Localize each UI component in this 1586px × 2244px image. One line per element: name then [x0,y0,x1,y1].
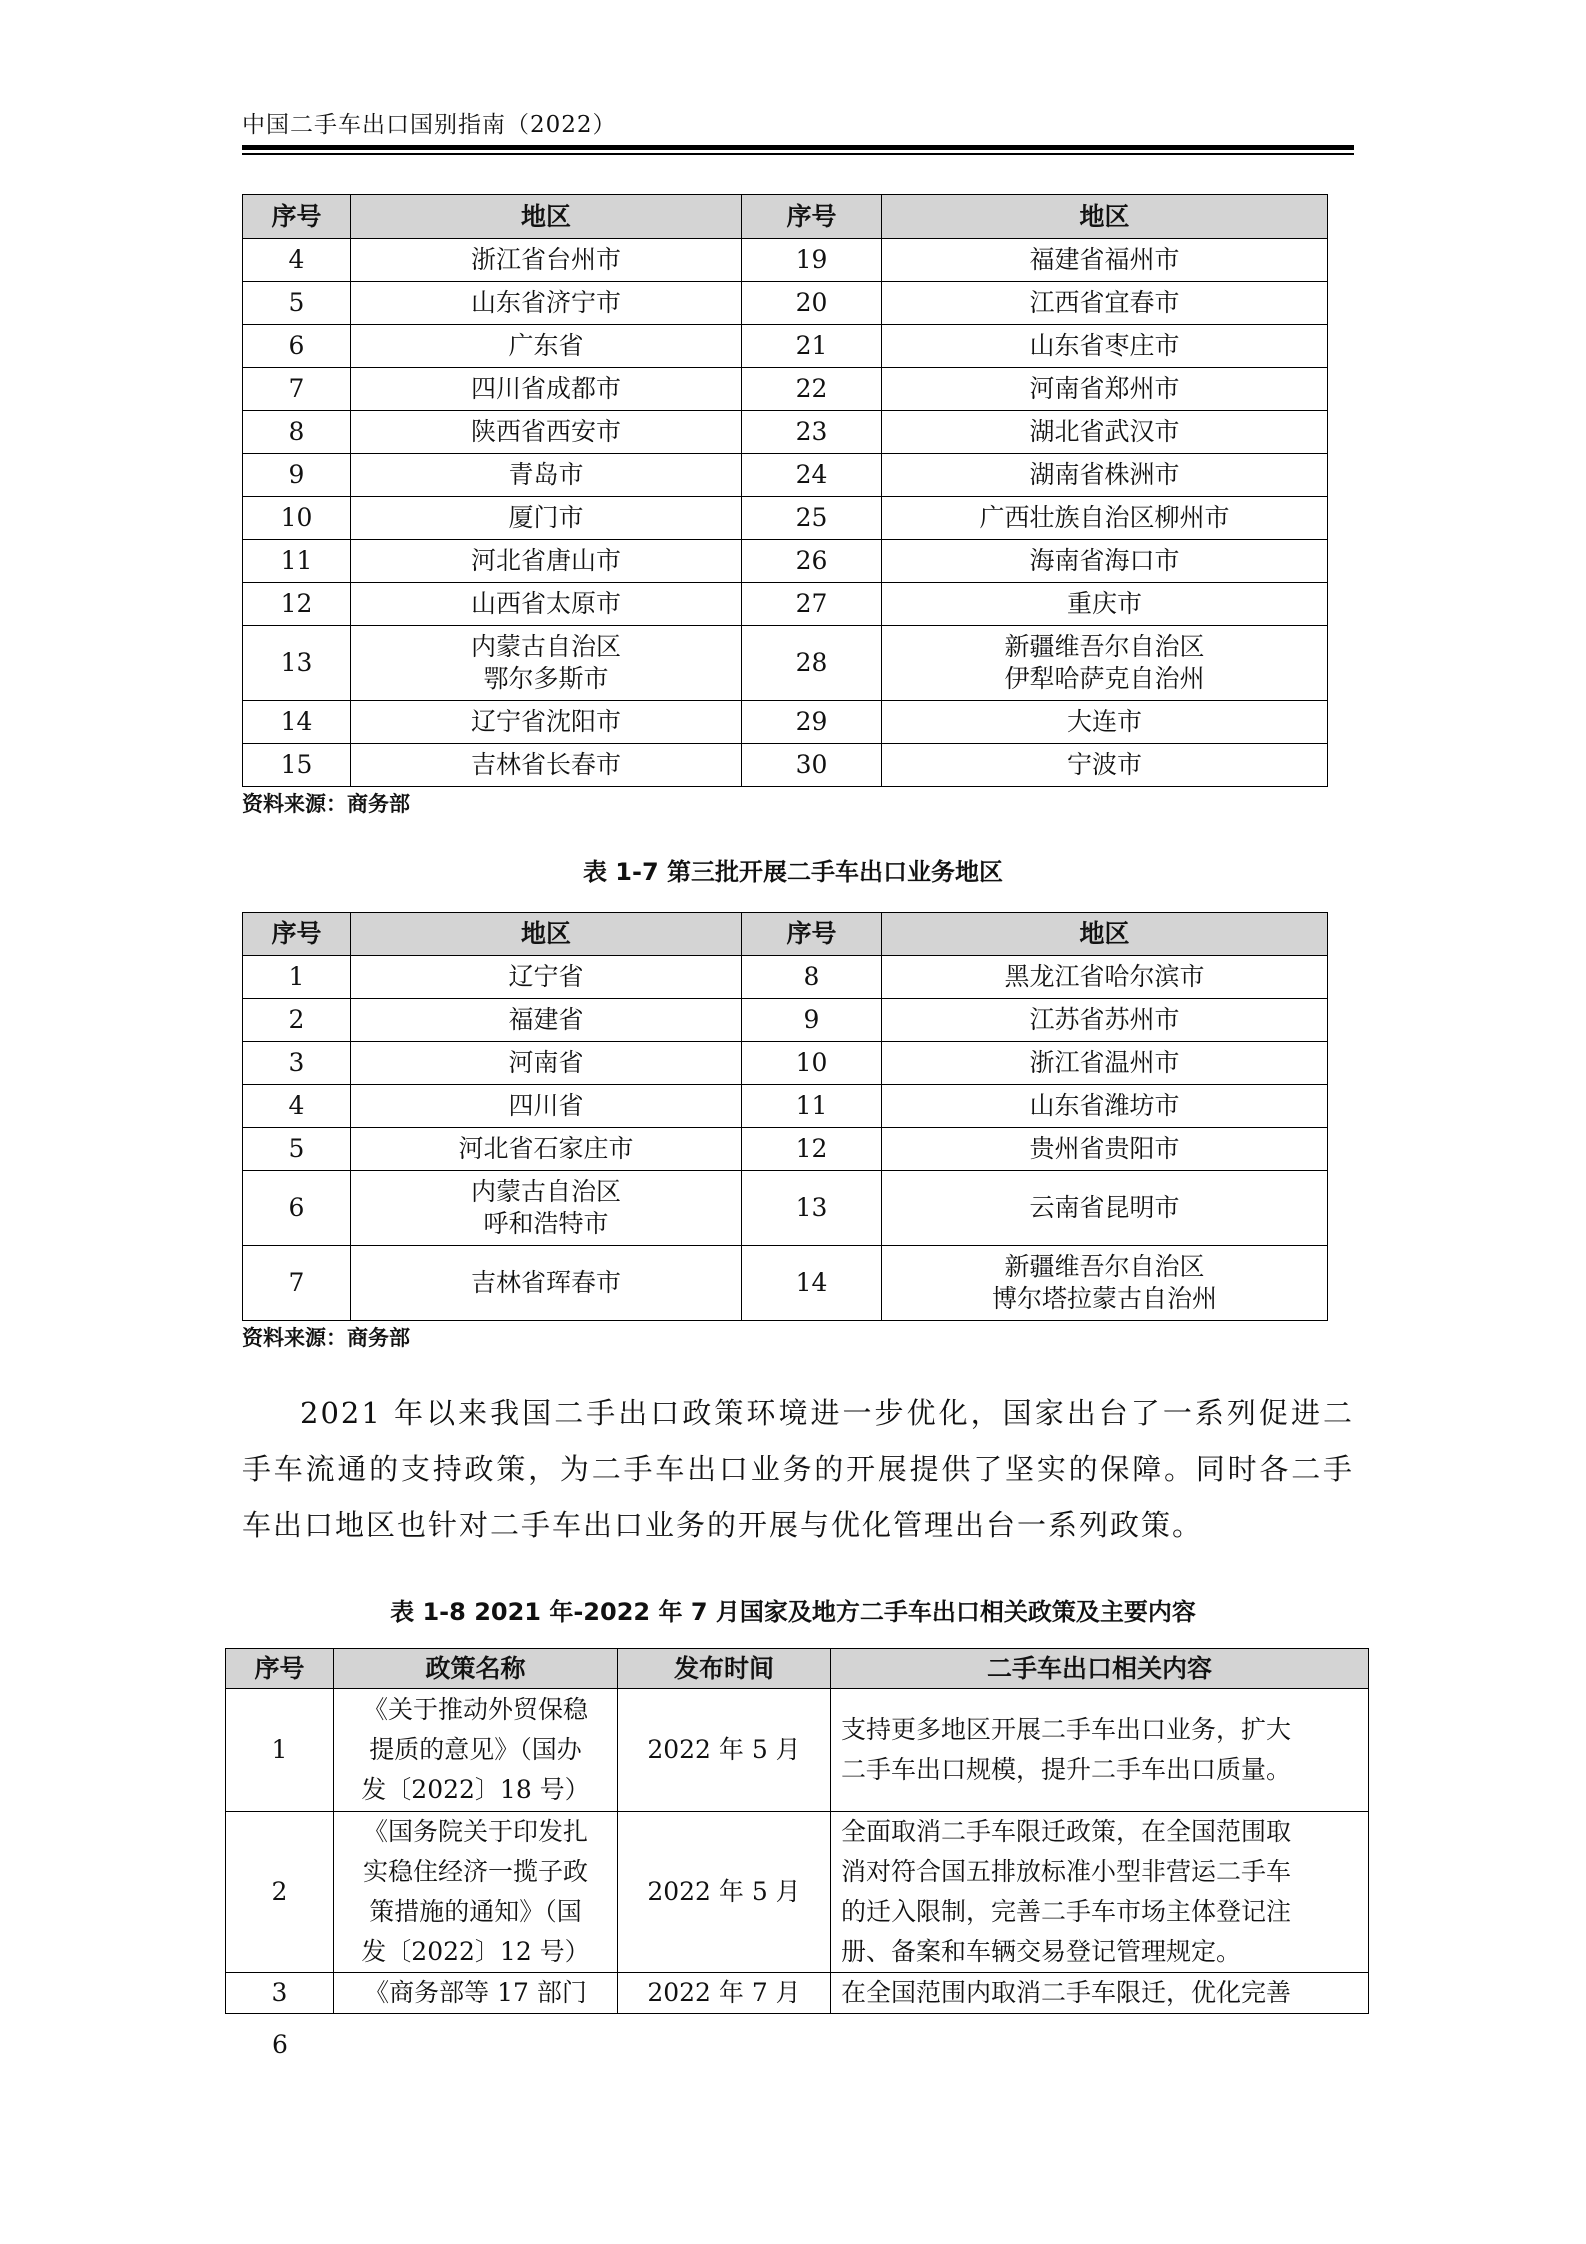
table-cell: 22 [742,368,882,411]
column-header: 序号 [742,913,882,956]
table-cell: 29 [742,701,882,744]
table-cell: 四川省成都市 [351,368,742,411]
table-cell: 9 [243,454,351,497]
table-cell: 9 [742,999,882,1042]
running-header: 中国二手车出口国别指南（2022） [242,112,617,138]
table-cell: 新疆维吾尔自治区 博尔塔拉蒙古自治州 [882,1246,1328,1321]
table-row [243,744,1328,787]
table-cell: 12 [243,583,351,626]
table-cell: 2022 年 5 月 [618,1812,831,1973]
table-cell: 江西省宜春市 [882,282,1328,325]
table-caption: 表 1-7 第三批开展二手车出口业务地区 [582,858,1004,886]
table-cell: 河北省石家庄市 [351,1128,742,1171]
table-cell: 大连市 [882,701,1328,744]
table-row [243,1085,1328,1128]
column-header: 地区 [882,195,1328,239]
table-cell: 山东省济宁市 [351,282,742,325]
table-cell: 广西壮族自治区柳州市 [882,497,1328,540]
table-cell: 5 [243,282,351,325]
table-cell: 25 [742,497,882,540]
page-number: 6 [272,2030,288,2059]
table-cell: 湖北省武汉市 [882,411,1328,454]
table-cell: 山东省枣庄市 [882,325,1328,368]
column-header: 序号 [226,1649,334,1689]
table-cell: 7 [243,1246,351,1321]
table-row [226,1973,1369,2014]
table-cell: 15 [243,744,351,787]
table-cell: 3 [226,1973,334,2014]
table-row [243,583,1328,626]
table-cell: 陕西省西安市 [351,411,742,454]
column-header: 发布时间 [618,1649,831,1689]
table-cell: 贵州省贵阳市 [882,1128,1328,1171]
table-cell: 7 [243,368,351,411]
table-cell: 14 [243,701,351,744]
table-cell: 2022 年 7 月 [618,1973,831,2014]
table-cell: 海南省海口市 [882,540,1328,583]
table-cell: 30 [742,744,882,787]
table-cell: 5 [243,1128,351,1171]
table-cell: 浙江省温州市 [882,1042,1328,1085]
table-cell: 23 [742,411,882,454]
table-cell: 新疆维吾尔自治区 伊犁哈萨克自治州 [882,626,1328,701]
table-cell: 重庆市 [882,583,1328,626]
table-cell: 8 [742,956,882,999]
table-cell: 10 [243,497,351,540]
table-cell: 26 [742,540,882,583]
table-cell: 《关于推动外贸保稳 提质的意见》（国办 发〔2022〕18 号） [334,1689,618,1812]
table-row [243,282,1328,325]
table-row [226,1812,1369,1973]
table-cell: 浙江省台州市 [351,239,742,282]
table-cell: 13 [243,626,351,701]
table-cell: 河北省唐山市 [351,540,742,583]
table-cell: 山西省太原市 [351,583,742,626]
table-cell: 21 [742,325,882,368]
table-cell: 2 [243,999,351,1042]
table-cell: 辽宁省 [351,956,742,999]
column-header: 地区 [351,913,742,956]
table-row [243,497,1328,540]
table-cell: 青岛市 [351,454,742,497]
table-row [243,540,1328,583]
table-row [243,1171,1328,1246]
table-cell: 1 [226,1689,334,1812]
table-row [243,701,1328,744]
table-row [243,956,1328,999]
table-cell: 《商务部等 17 部门 [334,1973,618,2014]
table-cell: 山东省潍坊市 [882,1085,1328,1128]
table-cell: 辽宁省沈阳市 [351,701,742,744]
table-row [243,325,1328,368]
table-cell: 广东省 [351,325,742,368]
table-row [243,454,1328,497]
table-cell: 福建省 [351,999,742,1042]
table-cell: 吉林省长春市 [351,744,742,787]
table-cell: 全面取消二手车限迁政策，在全国范围取 消对符合国五排放标准小型非营运二手车 的迁入限制，完善二手车市场主体登记注 册、备案和车辆交易登记管理规定。 [831,1812,1369,1973]
table-cell: 6 [243,325,351,368]
table-cell: 《国务院关于印发扎 实稳住经济一揽子政 策措施的通知》（国 发〔2022〕12 号） [334,1812,618,1973]
table-caption: 表 1-8 2021 年-2022 年 7 月国家及地方二手车出口相关政策及主要内容 [390,1598,1196,1626]
table-cell: 6 [243,1171,351,1246]
table-row [243,1128,1328,1171]
table-cell: 1 [243,956,351,999]
table-cell: 支持更多地区开展二手车出口业务，扩大 二手车出口规模，提升二手车出口质量。 [831,1689,1369,1812]
table-cell: 20 [742,282,882,325]
header-rule-thick [242,145,1354,150]
table-cell: 19 [742,239,882,282]
table-cell: 4 [243,1085,351,1128]
table-cell: 河南省郑州市 [882,368,1328,411]
regions-table-continued [242,194,1328,787]
table-cell: 在全国范围内取消二手车限迁，优化完善 [831,1973,1369,2014]
table-row [243,1246,1328,1321]
table-cell: 11 [243,540,351,583]
column-header: 序号 [243,195,351,239]
table-cell: 27 [742,583,882,626]
column-header: 序号 [742,195,882,239]
column-header: 二手车出口相关内容 [831,1649,1369,1689]
table-source-note: 资料来源：商务部 [242,792,410,816]
column-header: 地区 [882,913,1328,956]
table-row [243,1042,1328,1085]
table-cell: 内蒙古自治区 鄂尔多斯市 [351,626,742,701]
table-cell: 黑龙江省哈尔滨市 [882,956,1328,999]
table-cell: 3 [243,1042,351,1085]
table-cell: 12 [742,1128,882,1171]
table-row [243,999,1328,1042]
table-cell: 4 [243,239,351,282]
third-batch-regions-table [242,912,1328,1321]
column-header: 地区 [351,195,742,239]
table-cell: 14 [742,1246,882,1321]
table-source-note: 资料来源：商务部 [242,1326,410,1350]
table-cell: 四川省 [351,1085,742,1128]
table-row [243,626,1328,701]
column-header: 序号 [243,913,351,956]
table-cell: 宁波市 [882,744,1328,787]
body-paragraph: 2021 年以来我国二手出口政策环境进一步优化，国家出台了一系列促进二手车流通的支持政策，为二手车出口业务的开展提供了坚实的保障。同时各二手车出口地区也针对二手车出口业务的开展与优化管理出台一系列政策。 [242,1396,1354,1542]
table-cell: 吉林省珲春市 [351,1246,742,1321]
table-cell: 云南省昆明市 [882,1171,1328,1246]
table-cell: 13 [742,1171,882,1246]
table-cell: 2 [226,1812,334,1973]
column-header: 政策名称 [334,1649,618,1689]
table-cell: 11 [742,1085,882,1128]
table-cell: 24 [742,454,882,497]
table-cell: 厦门市 [351,497,742,540]
table-cell: 湖南省株洲市 [882,454,1328,497]
table-row [243,411,1328,454]
table-cell: 28 [742,626,882,701]
table-cell: 江苏省苏州市 [882,999,1328,1042]
table-cell: 福建省福州市 [882,239,1328,282]
table-cell: 内蒙古自治区 呼和浩特市 [351,1171,742,1246]
policy-table [225,1648,1369,2014]
table-row [243,239,1328,282]
header-rule-thin [242,153,1354,155]
table-row [226,1689,1369,1812]
table-cell: 2022 年 5 月 [618,1689,831,1812]
table-row [243,368,1328,411]
table-cell: 10 [742,1042,882,1085]
table-cell: 8 [243,411,351,454]
table-cell: 河南省 [351,1042,742,1085]
